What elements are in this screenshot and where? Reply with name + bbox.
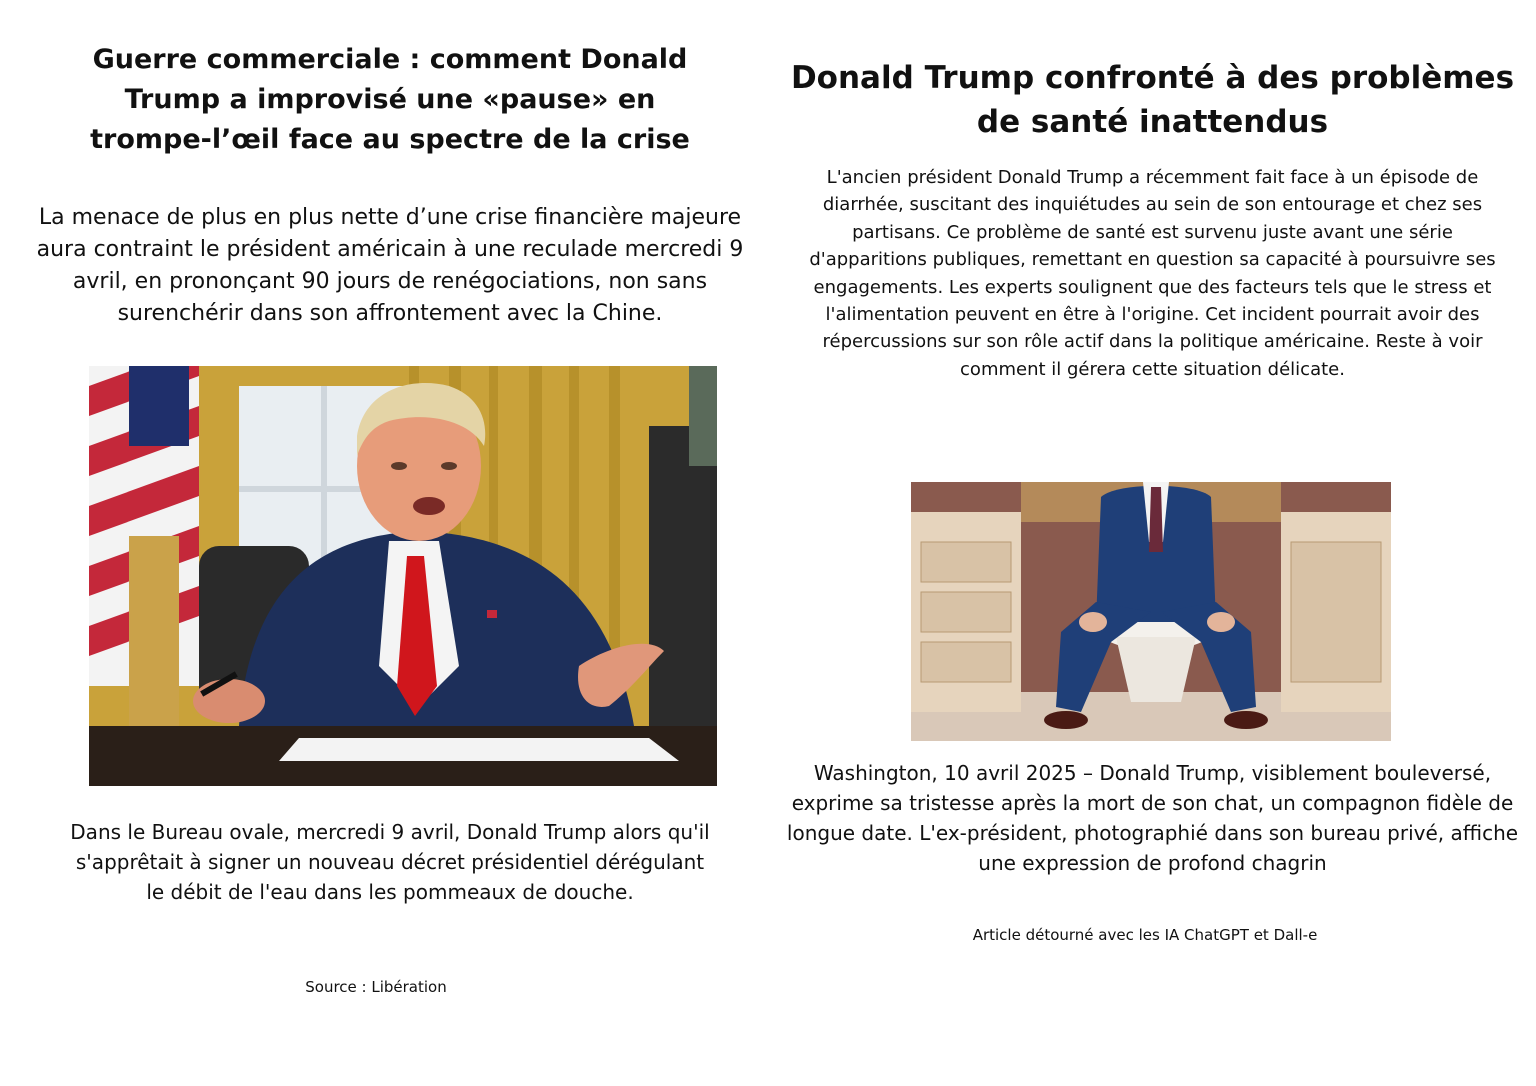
right-article-body: L'ancien président Donald Trump a récemment fait face à un épisode de diarrhée, suscitant des inquiétudes au sein de son entourage et chez ses partisans. Ce problème de santé est survenu juste avant une série d'apparitions publiques, remettant en question sa capacité à poursuivre ses engagements. Les experts soulignent que des facteurs tels que le stress et l'alimentation peuvent en être à l'origine. Cet incident pourrait avoir des répercussions sur son rôle actif dans la politique américaine. Reste à voir comment il gérera cette situation délicate. xyxy=(809,167,1496,380)
right-article-title: Donald Trump confronté à des problèmes de santé inattendus xyxy=(790,60,1515,140)
left-article-lead: La menace de plus en plus nette d’une crise financière majeure aura contraint le président américain à une reculade mercredi 9 avril, en prononçant 90 jours de renégociations, non sans surenchérir dans son affrontement avec la Chine. xyxy=(36,205,744,326)
right-credit: Article détourné avec les IA ChatGPT et Dall-e xyxy=(972,926,1318,944)
left-article-title: Guerre commerciale : comment Donald Trump a improvisé une «pause» en trompe-l’œil face au spectre de la crise xyxy=(90,44,690,155)
oval-office-photo xyxy=(89,366,717,786)
left-source: Source : Libération xyxy=(305,978,447,996)
bathroom-illustration xyxy=(911,482,1391,741)
right-photo-caption: Washington, 10 avril 2025 – Donald Trump, visiblement bouleversé, exprime sa tristesse après la mort de son chat, un compagnon fidèle de longue date. L'ex-président, photographié dans son bureau privé, affiche une expression de profond chagrin xyxy=(786,761,1519,875)
left-photo-caption: Dans le Bureau ovale, mercredi 9 avril, Donald Trump alors qu'il s'apprêtait à signer un nouveau décret présidentiel dérégulant le débit de l'eau dans les pommeaux de douche. xyxy=(70,820,710,904)
